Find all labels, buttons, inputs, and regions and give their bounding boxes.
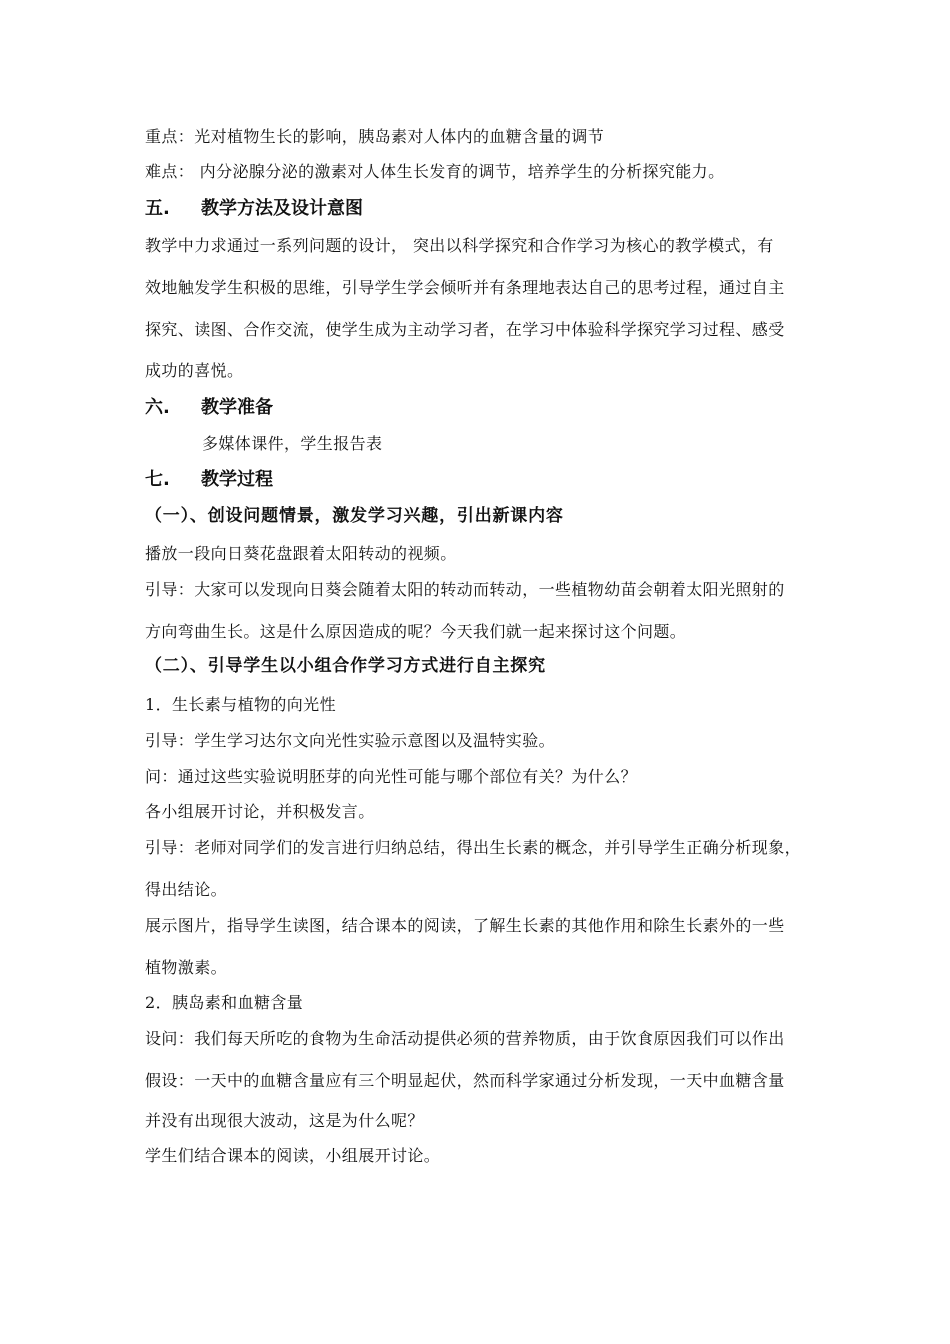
part-2-line: 学生们结合课本的阅读，小组展开讨论。 bbox=[145, 1146, 441, 1165]
section-6-title: 教学准备 bbox=[201, 397, 273, 418]
section-6-content: 多媒体课件，学生报告表 bbox=[202, 434, 383, 453]
section-7-title: 教学过程 bbox=[201, 469, 273, 490]
part-2-line: 1．生长素与植物的向光性 bbox=[145, 695, 336, 714]
part-2-line: 植物激素。 bbox=[145, 958, 228, 977]
part-2-line: 并没有出现很大波动，这是为什么呢？ bbox=[145, 1111, 424, 1130]
section-7-number: 七. bbox=[145, 469, 170, 490]
part-2-line: 各小组展开讨论，并积极发言。 bbox=[145, 802, 375, 821]
section-5-text-line: 成功的喜悦。 bbox=[145, 361, 244, 380]
part-2-title: （二）、引导学生以小组合作学习方式进行自主探究 bbox=[145, 656, 546, 676]
part-2-line: 引导：老师对同学们的发言进行归纳总结，得出生长素的概念，并引导学生正确分析现象， bbox=[145, 838, 802, 857]
section-5-text-line: 教学中力求通过一系列问题的设计， 突出以科学探究和合作学习为核心的教学模式，有 bbox=[145, 236, 774, 255]
section-6-heading bbox=[145, 397, 273, 419]
part-2-line: 设问：我们每天所吃的食物为生命活动提供必须的营养物质，由于饮食原因我们可以作出 bbox=[145, 1029, 785, 1048]
part-1-line: 播放一段向日葵花盘跟着太阳转动的视频。 bbox=[145, 544, 457, 563]
part-2-line: 假设：一天中的血糖含量应有三个明显起伏，然而科学家通过分析发现，一天中血糖含量 bbox=[145, 1071, 785, 1090]
section-5-title: 教学方法及设计意图 bbox=[201, 198, 363, 219]
section-6-number: 六. bbox=[145, 397, 170, 418]
part-2-line: 问：通过这些实验说明胚芽的向光性可能与哪个部位有关？为什么？ bbox=[145, 767, 638, 786]
section-5-number: 五. bbox=[145, 198, 170, 219]
section-5-text-line: 探究、读图、合作交流，使学生成为主动学习者，在学习中体验科学探究学习过程、感受 bbox=[145, 320, 785, 339]
part-1-title: （一）、创设问题情景，激发学习兴趣，引出新课内容 bbox=[145, 506, 564, 526]
section-7-heading bbox=[145, 469, 273, 491]
key-point-line: 重点：光对植物生长的影响，胰岛素对人体内的血糖含量的调节 bbox=[145, 127, 605, 146]
part-2-line: 引导：学生学习达尔文向光性实验示意图以及温特实验。 bbox=[145, 731, 556, 750]
part-2-line: 展示图片，指导学生读图，结合课本的阅读，了解生长素的其他作用和除生长素外的一些 bbox=[145, 916, 785, 935]
part-1-line: 引导：大家可以发现向日葵会随着太阳的转动而转动，一些植物幼苗会朝着太阳光照射的 bbox=[145, 580, 785, 599]
difficulty-line: 难点： 内分泌腺分泌的激素对人体生长发育的调节，培养学生的分析探究能力。 bbox=[145, 162, 725, 181]
part-2-line: 2．胰岛素和血糖含量 bbox=[145, 993, 304, 1012]
part-2-line: 得出结论。 bbox=[145, 880, 228, 899]
section-5-heading bbox=[145, 198, 363, 220]
part-1-line: 方向弯曲生长。这是什么原因造成的呢？今天我们就一起来探讨这个问题。 bbox=[145, 622, 687, 641]
section-5-text-line: 效地触发学生积极的思维，引导学生学会倾听并有条理地表达自己的思考过程，通过自主 bbox=[145, 278, 785, 297]
